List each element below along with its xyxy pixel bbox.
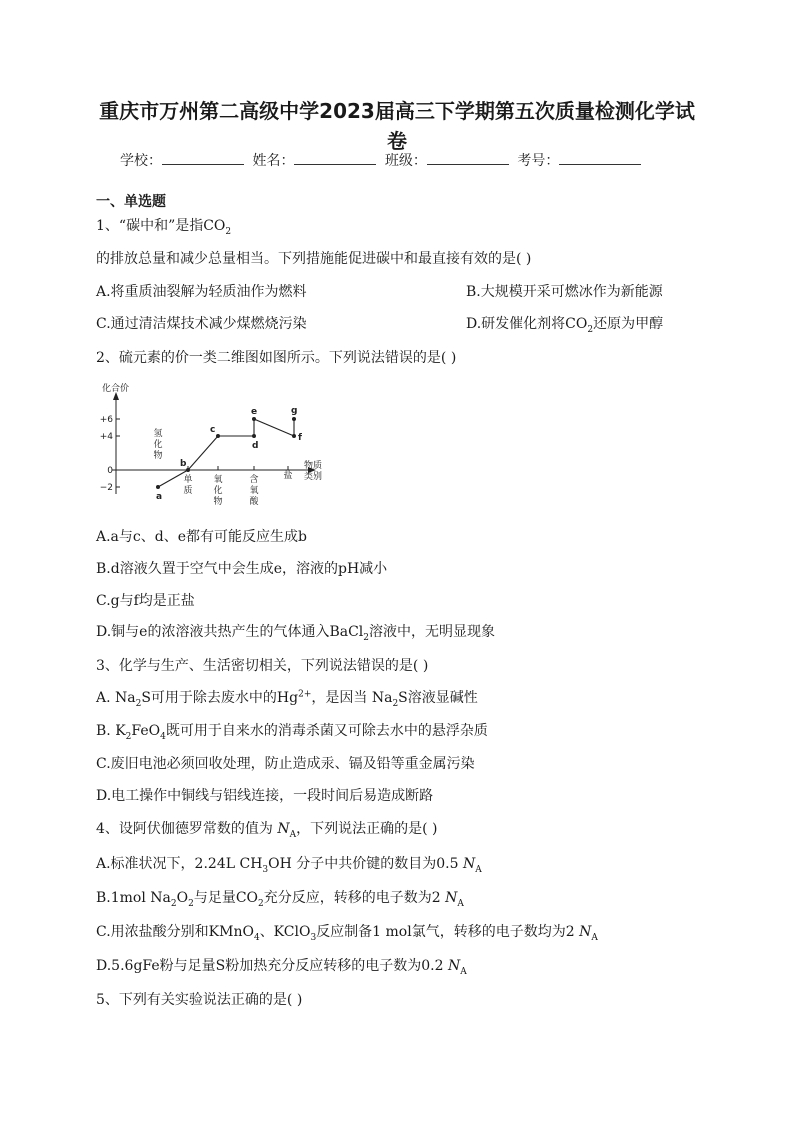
q3-b-mid: FeO: [131, 723, 161, 739]
data-point-label-b: b: [180, 459, 187, 469]
x-category-label: 物: [153, 451, 163, 461]
y-tick-label: +6: [100, 415, 113, 425]
q3-a-pre: A. Na: [96, 690, 136, 706]
data-point-label-d: d: [252, 441, 259, 451]
q1-options-ab: [96, 282, 663, 302]
sub: 2: [363, 632, 370, 643]
q3-stem: 3、化学与生产、生活密切相关，下列说法错误的是( ): [96, 658, 429, 674]
q3-option-c[interactable]: C.废旧电池必须回收处理，防止造成汞、镉及铅等重金属污染: [96, 756, 475, 772]
exam-no-label: 考号：: [517, 153, 560, 169]
q3-a-post: S溶液显碱性: [398, 690, 478, 706]
q2-option-d[interactable]: [96, 622, 495, 642]
q4-stem-pre: 4、设阿伏伽德罗常数的值为: [96, 821, 273, 837]
x-category-label: 含: [249, 475, 259, 485]
y-ticks: [100, 415, 120, 493]
q3-a-mid1: S可用于除去废水中的Hg: [141, 690, 299, 706]
sub: 2: [135, 698, 142, 709]
sub: 2: [125, 731, 132, 742]
x-category-label: 酸: [249, 497, 259, 507]
q3-b-pre: B. K: [96, 723, 126, 739]
q3-option-b[interactable]: [96, 721, 488, 741]
q1-stem-line-2: 的排放总量和减少总量相当。下列措施能促进碳中和最直接有效的是( ): [96, 251, 532, 267]
sub: 2: [170, 898, 177, 909]
q4-stem-post: ，下列说法正确的是( ): [296, 821, 438, 837]
y-axis-label: 化合价: [102, 384, 130, 394]
q4-c-mid1: 、KClO: [259, 924, 311, 940]
data-point-label-c: c: [210, 425, 216, 435]
data-point-b: [186, 468, 190, 472]
school-blank[interactable]: [162, 150, 244, 165]
data-point-f: [292, 434, 296, 438]
italic-n: N: [445, 890, 458, 906]
sub: A: [475, 864, 482, 875]
q5-stem: 5、下列有关实验说法正确的是( ): [96, 992, 303, 1008]
sub: 2: [225, 226, 232, 237]
data-point-label-a: a: [156, 492, 163, 502]
q4-b-mid3: 充分反应，转移的电子数为2: [263, 890, 441, 906]
q1-stem-a: 1、“碳中和”是指CO: [96, 218, 226, 234]
x-category-label: 化: [213, 486, 223, 496]
data-point-d: [252, 434, 256, 438]
q1-d-post: 还原为甲醇: [593, 316, 664, 332]
x-category-label: 化: [153, 440, 163, 450]
data-point-label-f: f: [298, 433, 302, 443]
sub: A: [591, 932, 598, 943]
data-point-label-e: e: [251, 407, 258, 417]
q4-c-mid2: 反应制备1 mol氯气，转移的电子数均为2: [316, 924, 575, 940]
q3-a-mid2: ，是因当 Na: [311, 690, 393, 706]
q4-option-a[interactable]: [96, 854, 482, 874]
data-point-c: [216, 434, 220, 438]
q3-b-post: 既可用于自来水的消毒杀菌又可除去水中的悬浮杂质: [165, 723, 488, 739]
italic-n: N: [447, 958, 461, 974]
x-categories: [153, 427, 292, 507]
q4-b-pre: B.1mol Na: [96, 890, 171, 906]
connector-lines: [158, 419, 294, 487]
x-category-label: 氧: [213, 475, 223, 485]
italic-n: N: [463, 856, 476, 872]
q1-option-d[interactable]: [466, 314, 663, 334]
q2-option-c[interactable]: C.g与f均是正盐: [96, 593, 195, 609]
y-tick-label: −2: [100, 483, 113, 493]
q1-option-c[interactable]: C.通过清洁煤技术减少煤燃烧污染: [96, 316, 307, 332]
data-point-g: [292, 417, 296, 421]
connector-line: [188, 436, 218, 470]
q1-option-b[interactable]: B.大规模开采可燃冰作为新能源: [466, 284, 663, 300]
x-category-label: 氧: [249, 486, 259, 496]
name-blank[interactable]: [294, 150, 376, 165]
q4-option-c[interactable]: [96, 922, 598, 942]
x-category-label: 质: [183, 486, 193, 496]
sub: 2: [392, 698, 399, 709]
title-line-1: 重庆市万州第二高级中学2023届高三下学期第五次质量检测化学试: [99, 99, 695, 123]
q4-a-mid: OH 分子中共价键的数目为0.5: [268, 856, 459, 872]
x-category-label: 物: [213, 497, 223, 507]
class-blank[interactable]: [427, 150, 509, 165]
italic-n: N: [277, 821, 290, 837]
q4-option-d[interactable]: [96, 956, 467, 976]
q4-b-mid1: O: [176, 890, 189, 906]
sub: 2: [188, 898, 194, 909]
q4-b-mid2: 与足量CO: [193, 890, 259, 906]
q1-d-pre: D.研发催化剂将CO: [466, 316, 588, 332]
document-title: [90, 96, 704, 156]
q1-stem-line-1: [96, 216, 231, 236]
sub: 4: [253, 932, 260, 943]
italic-n: N: [579, 924, 592, 940]
class-label: 班级：: [384, 153, 427, 169]
sub: 3: [262, 864, 269, 875]
q4-stem: [96, 819, 438, 839]
data-point-label-g: g: [291, 406, 298, 416]
q2-d-pre: D.铜与e的浓溶液共热产生的气体通入BaCl: [96, 624, 364, 640]
q3-option-a[interactable]: [96, 688, 478, 708]
sub: 2: [258, 898, 264, 909]
x-axis-label: [304, 459, 322, 482]
sub: A: [289, 829, 297, 840]
q4-a-pre: A.标准状况下，2.24L CH: [96, 856, 263, 872]
sulfur-valence-diagram: [100, 382, 340, 512]
x-category-label: 氢: [153, 429, 163, 439]
title-line-2: 卷: [387, 129, 407, 153]
x-category-label: 盐: [283, 471, 293, 481]
data-point-a: [156, 485, 160, 489]
section-heading: 一、单选题: [96, 194, 166, 210]
q2-stem: 2、硫元素的价一类二维图如图所示。下列说法错误的是( ): [96, 350, 457, 366]
q4-d-pre: D.5.6gFe粉与足量S粉加热充分反应转移的电子数为0.2: [96, 958, 444, 974]
q2-option-b[interactable]: B.d溶液久置于空气中会生成e，溶液的pH减小: [96, 561, 388, 577]
sub: 3: [310, 932, 317, 943]
q4-option-b[interactable]: [96, 888, 464, 908]
school-label: 学校：: [120, 153, 162, 169]
sup: 2+: [298, 689, 312, 700]
q1-option-a[interactable]: A.将重质油裂解为轻质油作为燃料: [96, 284, 307, 300]
sub: 2: [587, 324, 594, 335]
student-info-row: [120, 150, 680, 171]
connector-line: [254, 419, 294, 436]
x-axis-label-line: 物质: [304, 461, 323, 471]
sub: 4: [160, 731, 166, 742]
exam-no-blank[interactable]: [559, 150, 641, 165]
sub: A: [457, 898, 464, 909]
q4-c-pre: C.用浓盐酸分别和KMnO: [96, 924, 254, 940]
q1-options-cd: [96, 314, 664, 335]
q3-option-d[interactable]: D.电工操作中铜线与铝线连接，一段时间后易造成断路: [96, 788, 434, 804]
y-tick-label: +4: [100, 432, 113, 442]
name-label: 姓名：: [252, 153, 295, 169]
q2-d-post: 溶液中，无明显现象: [369, 624, 496, 640]
y-tick-label: 0: [107, 466, 113, 476]
x-category-label: 单: [183, 475, 193, 485]
q2-option-a[interactable]: A.a与c、d、e都有可能反应生成b: [96, 529, 307, 545]
sub: A: [460, 966, 467, 977]
data-points: [156, 406, 302, 502]
data-point-e: [252, 417, 256, 421]
x-axis-label-line: 类别: [304, 472, 323, 482]
